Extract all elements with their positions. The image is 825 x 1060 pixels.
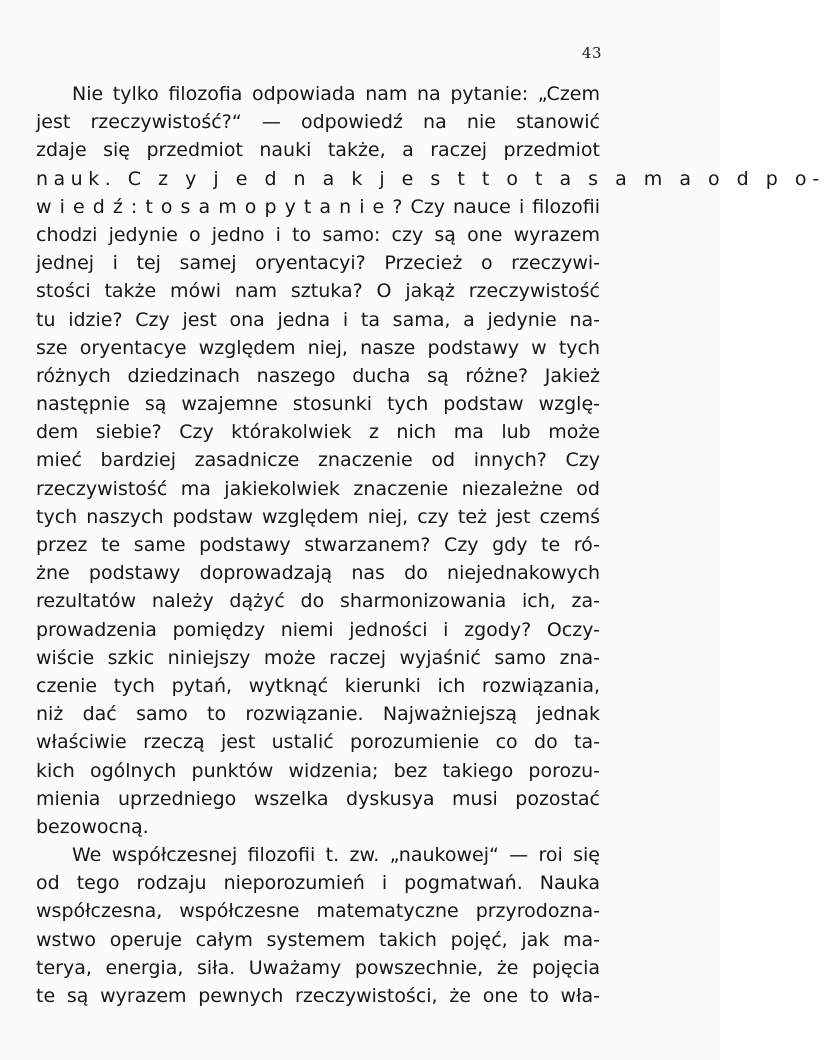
paragraph-1 <box>36 80 825 841</box>
text-line: rezultatów należy dążyć do sharmonizowania ich, za- <box>36 590 600 613</box>
text-line: jednej i tej samej oryentacyi? Przecież o rzeczywi- <box>36 252 600 275</box>
text-line: zdaje się przedmiot nauki także, a raczej przedmiot <box>36 139 600 162</box>
text-line: rzeczywistość ma jakiekolwiek znaczenie niezależne od <box>36 477 600 500</box>
text-line: mieć bardziej zasadnicze znaczenie od innych? Czy <box>36 449 600 472</box>
body-text <box>36 80 825 1010</box>
text-line: współczesna, współczesne matematyczne przyrodozna- <box>36 900 600 923</box>
text-line: terya, energia, siła. Uważamy powszechnie, że pojęcia <box>36 956 600 979</box>
page-number: 43 <box>581 44 602 62</box>
text-line: Nie tylko filozofia odpowiada nam na pytanie: „Czem <box>72 83 600 105</box>
text-line: różnych dziedzinach naszego ducha są różne? Jakież <box>36 364 600 387</box>
paragraph-2 <box>36 841 600 1010</box>
text-line: sze oryentacye względem niej, nasze podstawy w tych <box>36 336 600 359</box>
text-line: bezowocną. <box>36 815 149 838</box>
text-line: niż dać samo to rozwiązanie. Najważniejszą jednak <box>36 703 600 726</box>
text-line: wiście szkic niniejszy może raczej wyjaśnić samo zna- <box>36 646 600 669</box>
text-line: czenie tych pytań, wytknąć kierunki ich rozwiązania, <box>36 674 600 697</box>
text-line: tych naszych podstaw względem niej, czy też jest czemś <box>36 505 600 528</box>
text-line: jest rzeczywistość?“ — odpowiedź na nie stanowić <box>36 111 600 134</box>
text-line: nauk. C z y j e d n a k j e s t t o t a s a m a o d p o- <box>36 167 825 190</box>
text-line: chodzi jedynie o jedno i to samo: czy są one wyrazem <box>36 223 600 246</box>
text-line: od tego rodzaju nieporozumień i pogmatwań. Nauka <box>36 872 600 895</box>
text-line: tu idzie? Czy jest ona jedna i ta sama, a jedynie na- <box>36 308 600 331</box>
text-line: właściwie rzeczą jest ustalić porozumienie co do ta- <box>36 731 600 754</box>
text-line: w i e d ź : t o s a m o p y t a n i e ? Czy nauce i filozofii <box>36 195 600 218</box>
text-line: te są wyrazem pewnych rzeczywistości, że one to wła- <box>36 985 600 1007</box>
text-line: prowadzenia pomiędzy niemi jedności i zgody? Oczy- <box>36 618 600 641</box>
text-line: We współczesnej filozofii t. zw. „naukowej“ — roi się <box>72 844 600 867</box>
text-line: wstwo operuje całym systemem takich pojęć, jak ma- <box>36 928 600 951</box>
text-line: mienia uprzedniego wszelka dyskusya musi pozostać <box>36 787 600 810</box>
text-line: żne podstawy doprowadzają nas do niejednakowych <box>36 562 600 585</box>
text-line: kich ogólnych punktów widzenia; bez takiego porozu- <box>36 759 600 782</box>
text-line: dem siebie? Czy którakolwiek z nich ma lub może <box>36 421 600 444</box>
text-line: przez te same podstawy stwarzanem? Czy gdy te ró- <box>36 534 600 556</box>
text-line: stości także mówi nam sztuka? O jakąż rzeczywistość <box>36 280 600 303</box>
text-line: następnie są wzajemne stosunki tych podstaw wzglę- <box>36 393 600 416</box>
